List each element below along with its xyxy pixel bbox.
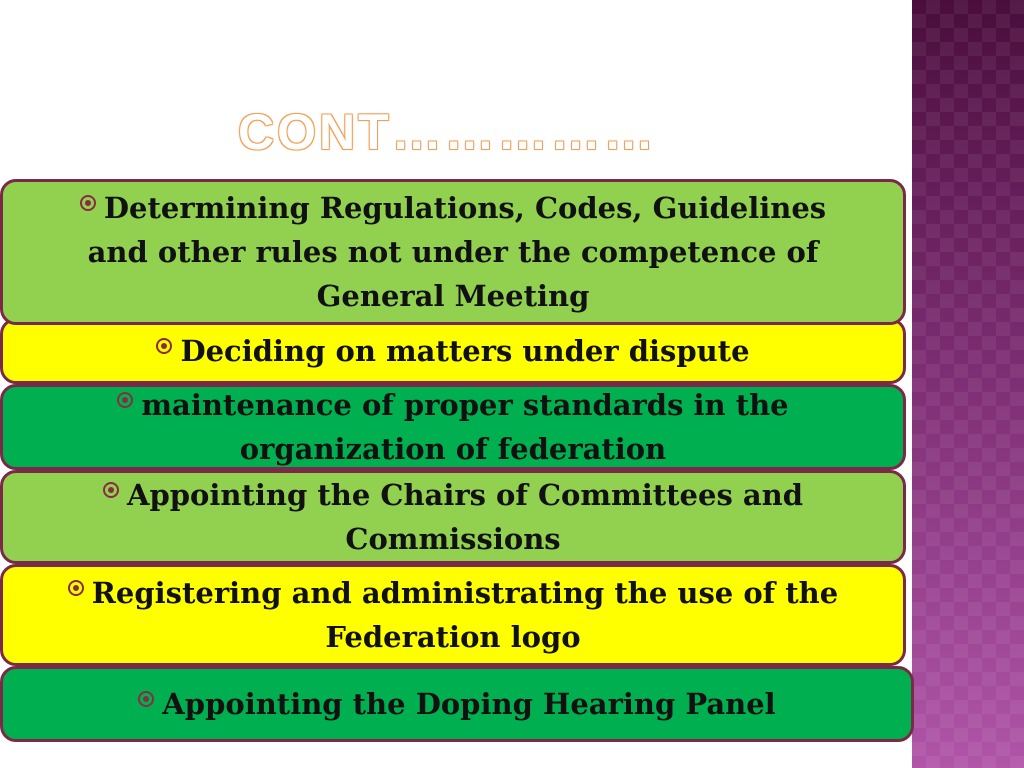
circle-dot-bullet-icon [117,392,133,408]
bullet-box-1 [0,179,906,325]
bullet-box-2 [0,318,906,384]
slide-title: CONT…………… [238,104,657,160]
bullet-box-5 [0,564,906,666]
bullet-text-2: Deciding on matters under dispute [180,334,750,368]
bullet-text-4: Appointing the Chairs of Committees and Commissions [126,478,804,556]
bullet-box-4 [0,470,906,564]
bullet-text-5: Registering and administrating the use of the Federation logo [91,576,839,654]
bullet-text-6: Appointing the Doping Hearing Panel [162,687,776,721]
circle-dot-bullet-icon [156,338,172,354]
bullet-text-3: maintenance of proper standards in the organization of federation [141,388,789,466]
bullet-text-1: Determining Regulations, Codes, Guidelines and other rules not under the competence of General Meeting [87,191,827,313]
bullet-box-6 [0,666,914,742]
bullet-box-3 [0,384,906,470]
circle-dot-bullet-icon [138,691,154,707]
decorative-side-panel [912,0,1024,768]
circle-dot-bullet-icon [103,482,119,498]
circle-dot-bullet-icon [68,580,84,596]
circle-dot-bullet-icon [80,195,96,211]
